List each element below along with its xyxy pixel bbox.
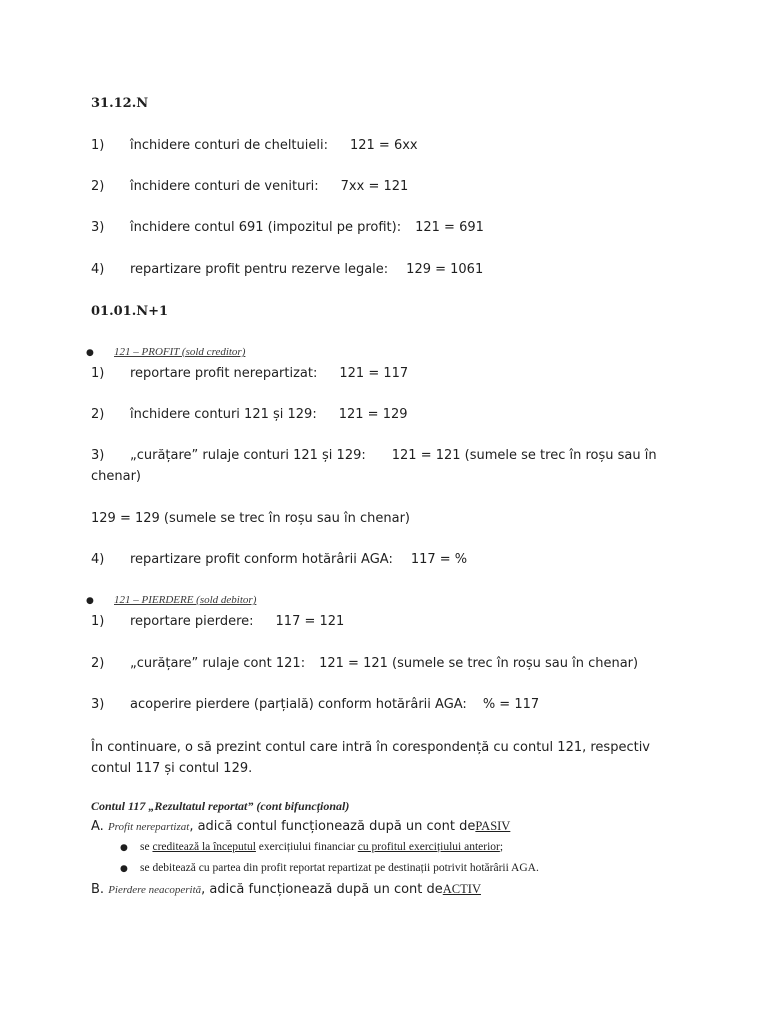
bullet-pierdere-link[interactable]: 121 – PIERDERE (sold debitor) bbox=[114, 594, 257, 606]
section-heading-2: 01.01.N+1 bbox=[91, 304, 169, 319]
list-item-number: 2) bbox=[91, 656, 105, 671]
item-continuation: chenar) bbox=[91, 469, 142, 484]
bullet-credit-line bbox=[140, 841, 503, 853]
account-b-line bbox=[91, 882, 481, 897]
account-title: Contul 117 „Rezultatul reportat” (cont bifuncțional) bbox=[91, 799, 350, 813]
list-item bbox=[130, 366, 408, 381]
list-item bbox=[130, 552, 467, 567]
desc-a: , adică contul funcționează după un cont de bbox=[189, 819, 476, 834]
list-item-number: 2) bbox=[91, 407, 105, 422]
item-formula: 121 = 121 (sumele se trec în roșu sau în chenar) bbox=[319, 656, 639, 671]
item-formula: 121 = 121 (sumele se trec în roșu sau în bbox=[391, 448, 657, 463]
list-item-number: 1) bbox=[91, 614, 105, 629]
item-formula: 121 = 117 bbox=[339, 366, 409, 381]
pasiv-link[interactable]: PASIV bbox=[475, 819, 511, 833]
item-formula: 117 = % bbox=[410, 552, 468, 567]
list-item-number: 2) bbox=[91, 179, 105, 194]
prefix-b: B. bbox=[91, 882, 105, 897]
item-text: închidere contul 691 (impozitul pe profit): bbox=[130, 220, 402, 235]
item-formula: 121 = 6xx bbox=[349, 138, 418, 153]
item-text: reportare profit nerepartizat: bbox=[130, 366, 318, 381]
list-item-number: 3) bbox=[91, 448, 105, 463]
list-item-number: 4) bbox=[91, 552, 105, 567]
item-formula: % = 117 bbox=[482, 697, 540, 712]
item-text: închidere conturi de venituri: bbox=[130, 179, 319, 194]
bullet-profit-link[interactable]: 121 – PROFIT (sold creditor) bbox=[114, 346, 246, 358]
item-text: repartizare profit pentru rezerve legale: bbox=[130, 262, 389, 277]
extra-formula: 129 = 129 (sumele se trec în roșu sau în chenar) bbox=[91, 511, 410, 526]
item-formula: 7xx = 121 bbox=[340, 179, 409, 194]
prefix-a: A. bbox=[91, 819, 104, 834]
list-item-number: 4) bbox=[91, 262, 105, 277]
text-post: ; bbox=[499, 841, 504, 853]
item-formula: 129 = 1061 bbox=[406, 262, 484, 277]
term-pierdere-neacoperita: Pierdere neacoperită bbox=[108, 884, 202, 896]
list-item bbox=[130, 697, 539, 712]
list-item bbox=[130, 138, 418, 153]
item-text: închidere conturi de cheltuieli: bbox=[130, 138, 328, 153]
item-text: repartizare profit conform hotărârii AGA: bbox=[130, 552, 393, 567]
bullet-dot-icon: ● bbox=[120, 864, 128, 874]
section-heading-1: 31.12.N bbox=[91, 96, 149, 111]
bullet-dot-icon: ● bbox=[86, 596, 94, 606]
text-pre: se bbox=[140, 841, 153, 853]
bullet-dot-icon: ● bbox=[86, 348, 94, 358]
item-formula: 121 = 691 bbox=[415, 220, 484, 235]
list-item bbox=[130, 220, 484, 235]
text-mid: exercițiului financiar bbox=[255, 841, 358, 853]
list-item-number: 1) bbox=[91, 366, 105, 381]
item-formula: 117 = 121 bbox=[275, 614, 345, 629]
item-text: „curățare” rulaje cont 121: bbox=[130, 656, 306, 671]
list-item-number: 1) bbox=[91, 138, 105, 153]
intro-paragraph: În continuare, o să prezint contul care intră în corespondență cu contul 121, respectiv contul 117 și contul 129. bbox=[91, 740, 650, 776]
account-a-line bbox=[91, 819, 510, 834]
item-text: „curățare” rulaje conturi 121 și 129: bbox=[130, 448, 366, 463]
list-item bbox=[130, 407, 408, 422]
item-text: închidere conturi 121 și 129: bbox=[130, 407, 317, 422]
list-item bbox=[130, 448, 657, 463]
list-item-number: 3) bbox=[91, 220, 105, 235]
bullet-dot-icon: ● bbox=[120, 843, 128, 853]
link-credit-start[interactable]: creditează la începutul bbox=[152, 841, 256, 853]
list-item bbox=[130, 656, 638, 671]
item-text: reportare pierdere: bbox=[130, 614, 254, 629]
list-item bbox=[130, 262, 483, 277]
list-item bbox=[130, 179, 408, 194]
bullet-debit-line: se debitează cu partea din profit reportat repartizat pe destinații potrivit hotărârii AGA. bbox=[140, 862, 539, 874]
item-text: acoperire pierdere (parțială) conform hotărârii AGA: bbox=[130, 697, 467, 712]
desc-b: , adică funcționează după un cont de bbox=[201, 882, 443, 897]
link-profit-prev[interactable]: cu profitul exercițiului anterior bbox=[357, 841, 500, 853]
term-profit-nerepartizat: Profit nerepartizat bbox=[107, 821, 190, 833]
activ-link[interactable]: ACTIV bbox=[442, 882, 481, 896]
item-formula: 121 = 129 bbox=[338, 407, 408, 422]
list-item-number: 3) bbox=[91, 697, 105, 712]
list-item bbox=[130, 614, 344, 629]
